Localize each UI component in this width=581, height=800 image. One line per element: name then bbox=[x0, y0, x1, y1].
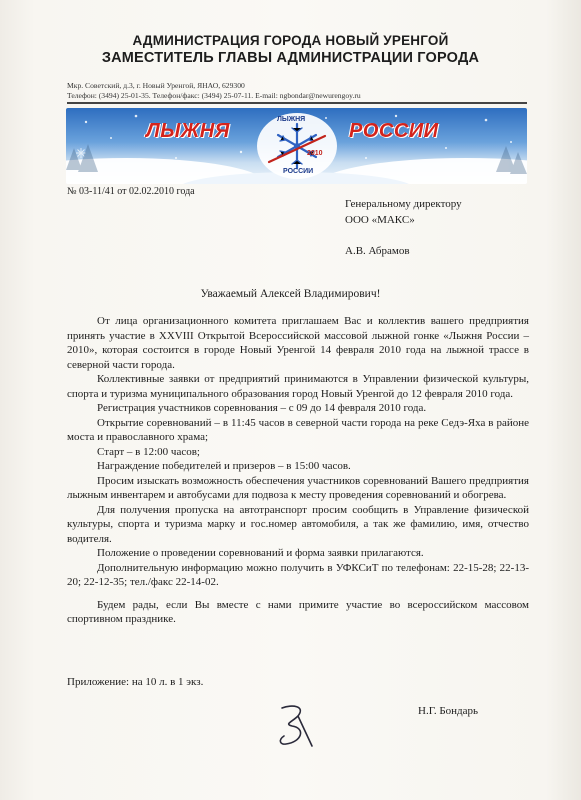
emblem-bottom-text: РОССИИ bbox=[283, 168, 314, 175]
banner-title-right: РОССИИ bbox=[349, 120, 439, 142]
paragraph-attachments: Положение о проведении соревнований и форма заявки прилагаются. bbox=[97, 547, 424, 559]
event-banner bbox=[66, 108, 527, 184]
appendix-note: Приложение: на 10 л. в 1 экз. bbox=[67, 676, 204, 688]
paragraph-contacts: Дополнительную информацию можно получить в УФКСиТ по телефонам: 22-15-28; 22-13-20; 22-12-35; тел./факс 22-14-02. bbox=[67, 561, 529, 588]
paragraph-invitation: От лица организационного комитета приглашаем Вас и коллектив вашего предприятия принять участие в XXVIII Открытой Всероссийской массовой лыжной гонке «Лыжня России – 2010», которая состоится в городе Новый Уренгой 14 февраля 2010 года на лыжной трассе в северной части города. bbox=[67, 315, 529, 371]
reference-number: № 03-11/41 от 02.02.2010 года bbox=[67, 186, 195, 197]
emblem-top-text: ЛЫЖНЯ bbox=[277, 116, 306, 123]
paragraph-start: Старт – в 12:00 часов; bbox=[97, 445, 200, 458]
paragraph-awards: Награждение победителей и призеров – в 15:00 часов. bbox=[97, 460, 351, 472]
addressee-name: А.В. Абрамов bbox=[345, 245, 410, 257]
paragraph-equipment: Просим изыскать возможность обеспечения участников соревнований Вашего предприятия лыжным инвентарем и автобусами для подвоза к месту проведения соревнований и обогрева. bbox=[67, 474, 529, 501]
sender-address: Мкр. Советский, д.3, г. Новый Уренгой, ЯНАО, 629300 bbox=[67, 81, 245, 90]
paragraph-applications: Коллективные заявки от предприятий принимаются в Управлении физической культуры, спорта и туризма муниципального образования город Новый Уренгой до 12 февраля 2010 года. bbox=[67, 373, 529, 400]
sender-contacts: Телефон: (3494) 25-01-35. Телефон/факс: (3494) 25-07-11. E-mail: ngbondar@newurengoy.ru bbox=[67, 91, 361, 100]
banner-title-left: ЛЫЖНЯ bbox=[146, 120, 230, 142]
salutation: Уважаемый Алексей Владимирович! bbox=[200, 288, 381, 300]
handwritten-signature bbox=[272, 702, 328, 750]
sender-position: ЗАМЕСТИТЕЛЬ ГЛАВЫ АДМИНИСТРАЦИИ ГОРОДА bbox=[101, 50, 480, 66]
paragraph-opening: Открытие соревнований – в 11:45 часов в северной части города на реке Седэ-Яха в районе моста и православного храма; bbox=[67, 416, 529, 443]
emblem-year: 2010 bbox=[307, 150, 323, 157]
addressee-company: ООО «МАКС» bbox=[345, 214, 415, 226]
paragraph-transport: Для получения пропуска на автотранспорт просим сообщить в Управление физической культуры, спорта и туризма марку и гос.номер автомобиля, а так же фамилию, имя, отчество водителя. bbox=[67, 503, 529, 545]
addressee-title: Генеральному директору bbox=[345, 198, 462, 210]
paragraph-closing: Будем рады, если Вы вместе с нами примите участие во всероссийском массовом спортивном празднике. bbox=[67, 598, 529, 625]
signer-name: Н.Г. Бондарь bbox=[418, 705, 479, 717]
paragraph-registration: Регистрация участников соревнования – с 09 до 14 февраля 2010 года. bbox=[97, 402, 427, 414]
org-name: АДМИНИСТРАЦИЯ ГОРОДА НОВЫЙ УРЕНГОЙ bbox=[132, 33, 449, 48]
event-emblem bbox=[255, 112, 339, 180]
header-divider bbox=[67, 102, 527, 104]
letter-body bbox=[67, 314, 529, 627]
